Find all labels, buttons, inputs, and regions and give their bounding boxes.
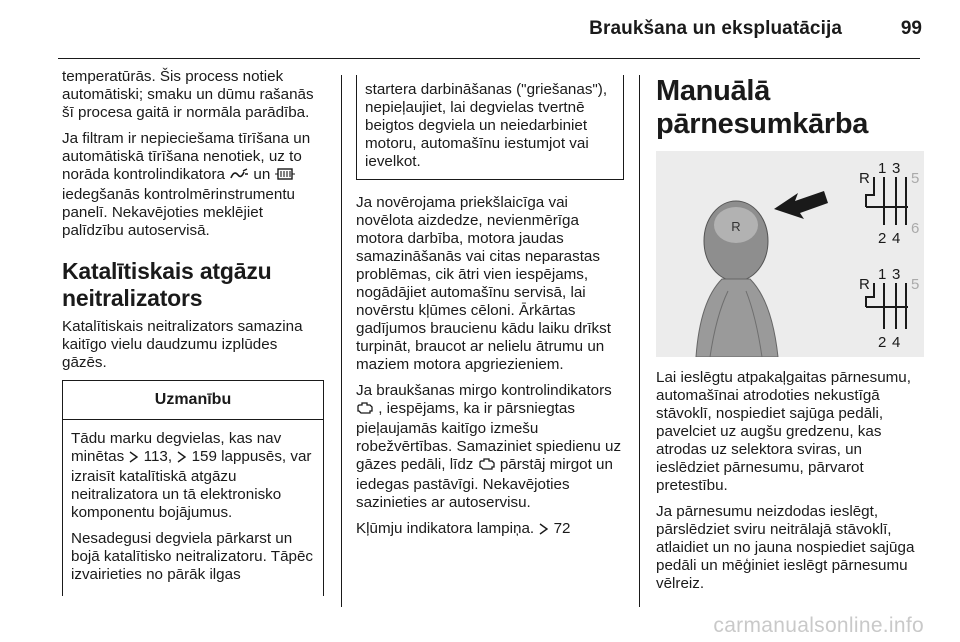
- diesel-particulate-filter-icon: [275, 167, 295, 186]
- caution-box-continued: startera darbināšanas ("griešanas"), nepieļaujiet, lai degvielas tvertnē beigtos degviela un neiedarbiniet motoru, automašīnu iestumjot vai ievelkot.: [356, 75, 624, 180]
- page-header: [0, 0, 960, 60]
- page-reference-arrow-icon: [538, 522, 549, 540]
- text-run: , iespējams, ka ir pārsniegtas pieļaujamās kaitīgo izmešu robežvērtības. Samaziniet spiedienu uz gāzes pedāli, līdz: [356, 400, 622, 473]
- text-run: Tādu marku degvielas, kas nav minētas: [71, 430, 282, 465]
- gear-label: 4: [892, 230, 901, 247]
- gear-label: 3: [892, 160, 901, 177]
- paragraph: Ja pārnesumu neizdodas ieslēgt, pārslēdziet sviru neitrālajā stāvoklī, atlaidiet un no jauna nospiediet sajūga pedāli un mēģiniet ieslēgt pārnesumu vēlreiz.: [656, 503, 915, 592]
- paragraph: [62, 130, 324, 240]
- paragraph: temperatūrās. Šis process notiek automātiski; smaku un dūmu rašanās šī procesa gaitā ir normāla parādība.: [62, 68, 314, 121]
- caution-box: [62, 380, 324, 596]
- paragraph: [356, 382, 624, 512]
- paragraph: Ja novērojama priekšlaicīga vai novēlota aizdedze, nevienmērīga motora darbība, motora jaudas samazināšanās vai citas neparastas problēmas, cik ātri vien iespējams, nogādājiet automašīnu servisā, lai novērstu kļūmes cēloni. Ārkārtas gadījumos braucienu kādu laiku drīkst turpināt, braucot ar nelielu ātrumu un maziem motora apgriezieniem.: [356, 194, 611, 373]
- paragraph: [71, 430, 315, 522]
- page-reference[interactable]: 113,: [143, 448, 173, 465]
- column-divider: [341, 75, 342, 607]
- caution-body: [63, 420, 323, 596]
- column-divider: [639, 75, 640, 607]
- gear-label: 1: [878, 160, 887, 177]
- caution-title: Uzmanību: [63, 381, 323, 420]
- paragraph: Lai ieslēgtu atpakaļgaitas pārnesumu, automašīnai atrodoties nekustīgā stāvoklī, nospiediet sajūga pedāli, pavelciet uz augšu gredzenu, kas atrodas uz selektora sviras, un ieslēdziet pārnesumu, pārvarot pretestību.: [656, 369, 911, 494]
- column-left: [62, 68, 324, 596]
- text-run: Kļūmju indikatora lampiņa.: [356, 520, 535, 537]
- gear-label: 3: [892, 266, 901, 283]
- text-run: un: [253, 166, 271, 183]
- paragraph: [356, 520, 624, 540]
- header-divider: [58, 58, 920, 59]
- gear-label: 4: [892, 334, 901, 351]
- engine-check-icon: [478, 457, 496, 476]
- gear-label: 5: [911, 170, 920, 187]
- text-run: var izraisīt katalītiskā atgāzu neitralizatora un tā elektronisko komponentu bojājumus.: [71, 448, 312, 521]
- text-run: Ja braukšanas mirgo kontrolindikators: [356, 382, 612, 399]
- column-middle: [356, 75, 624, 548]
- gearshift-illustration: [656, 151, 924, 357]
- page-reference-arrow-icon: [176, 450, 187, 468]
- section-title: Braukšana un ekspluatācija: [589, 18, 842, 39]
- text-run: iedegšanās kontrolmērinstrumentu panelī. Nekavējoties meklējiet palīdzību autoservisā.: [62, 186, 295, 239]
- page-reference[interactable]: 159 lappusēs,: [191, 448, 287, 465]
- gear-label: 2: [878, 334, 887, 351]
- gear-label: 1: [878, 266, 887, 283]
- paragraph: Katalītiskais neitralizators samazina kaitīgo vielu daudzumu izplūdes gāzēs.: [62, 318, 303, 371]
- engine-check-icon: [356, 401, 374, 420]
- text-run: Ja filtram ir nepieciešama tīrīšana un automātiskā tīrīšana nenotiek, uz to norāda kontrolindikatora: [62, 130, 311, 183]
- gear-label: R: [859, 276, 870, 293]
- glow-plug-icon: [229, 168, 249, 186]
- watermark: carmanualsonline.info: [713, 614, 924, 637]
- gear-label: 5: [911, 276, 920, 293]
- page-number: 99: [900, 18, 922, 39]
- page-reference-arrow-icon: [128, 450, 139, 468]
- gear-label: R: [859, 170, 870, 187]
- paragraph: Nesadegusi degviela pārkarst un bojā katalītisko neitralizatoru. Tāpēc izvairieties no pārāk ilgas: [71, 530, 314, 583]
- gear-pattern-diagram: [656, 151, 924, 357]
- section-heading: Manuālā pārnesumkārba: [656, 75, 869, 140]
- gear-label: 2: [878, 230, 887, 247]
- section-heading: Katalītiskais atgāzu neitralizators: [62, 258, 272, 311]
- column-right: [656, 75, 926, 601]
- gear-label: 6: [911, 220, 920, 237]
- page-reference[interactable]: 72: [553, 520, 571, 537]
- text-run: pārstāj mirgot un iedegas pastāvīgi. Nekavējoties sazinieties ar autoservisu.: [356, 456, 613, 511]
- knob-label: R: [731, 219, 741, 234]
